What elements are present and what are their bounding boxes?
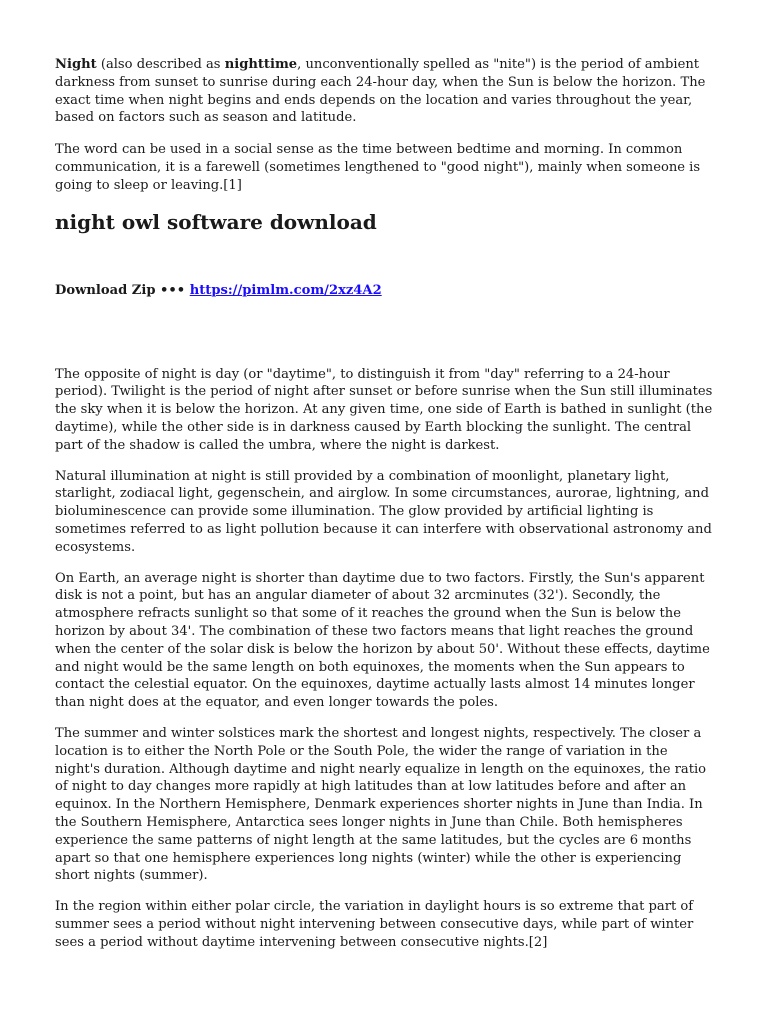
page-heading: night owl software download — [55, 209, 377, 234]
term-night: Night — [55, 57, 97, 72]
intro-paragraph-2: The word can be used in a social sense as the time between bedtime and morning. In common communication, it is a farewell (sometimes lengthened to "good night"), mainly when someone is going to sleep or leaving.[1] — [55, 142, 701, 193]
body-paragraph-4: The summer and winter solstices mark the shortest and longest nights, respectively. The closer a location is to either the North Pole or the South Pole, the wider the range of variation in the night's duration. Although daytime and night nearly equalize in length on the equinoxes, the ratio of night to day changes more rapidly at high latitudes than at low latitudes before and after an equinox. In the Northern Hemisphere, Denmark experiences shorter nights in June than India. In the Southern Hemisphere, Antarctica sees longer nights in June than Chile. Both hemispheres experience the same patterns of night length at the same latitudes, but the cycles are 6 months apart so that one hemisphere experiences long nights (winter) while the other is experiencing short nights (summer). — [55, 725, 707, 884]
intro-text-1: (also described as — [96, 57, 225, 72]
body-paragraph-2: Natural illumination at night is still provided by a combination of moonlight, planetary light, starlight, zodiacal light, gegenschein, and airglow. In some circumstances, aurorae, lightning, and bioluminescence can provide some illumination. The glow provided by artificial lighting is sometimes referred to as light pollution because it can interfere with observational astronomy and ecosystems. — [55, 468, 712, 555]
body-paragraph-3: On Earth, an average night is shorter than daytime due to two factors. Firstly, the Sun's apparent disk is not a point, but has an angular diameter of about 32 arcminutes (32'). Secondly, the atmosphere refracts sunlight so that some of it reaches the ground when the Sun is below the horizon by about 34'. The combination of these two factors means that light reaches the ground when the center of the solar disk is below the horizon by about 50'. Without these effects, daytime and night would be the same length on both equinoxes, the moments when the Sun appears to contact the celestial equator. On the equinoxes, daytime actually lasts almost 14 minutes longer than night does at the equator, and even longer towards the poles. — [55, 570, 710, 711]
download-line — [55, 282, 715, 300]
term-nighttime: nighttime — [224, 57, 298, 72]
intro-text-2: , unconventionally spelled as "nite") is the period of ambient darkness from sunset to sunrise during each 24-hour day, when the Sun is below the horizon. The exact time when night begins and ends depends on the location and varies throughout the year, based on factors such as season and latitude. — [55, 57, 706, 126]
body-paragraph-1: The opposite of night is day (or "daytime", to distinguish it from "day" referring to a 24-hour period). Twilight is the period of night after sunset or before sunrise when the Sun still illuminates the sky when it is below the horizon. At any given time, one side of Earth is bathed in sunlight (the daytime), while the other side is in darkness caused by Earth blocking the sunlight. The central part of the shadow is called the umbra, where the night is darkest. — [55, 366, 713, 453]
body-text — [55, 366, 715, 952]
intro-paragraph-1 — [55, 56, 715, 127]
body-paragraph-5: In the region within either polar circle, the variation in daylight hours is so extreme that part of summer sees a period without night intervening between consecutive days, while part of winter sees a period without daytime intervening between consecutive nights.[2] — [55, 899, 694, 950]
download-label: Download Zip ••• — [55, 282, 186, 298]
download-link[interactable]: https://pimlm.com/2xz4A2 — [189, 282, 382, 298]
